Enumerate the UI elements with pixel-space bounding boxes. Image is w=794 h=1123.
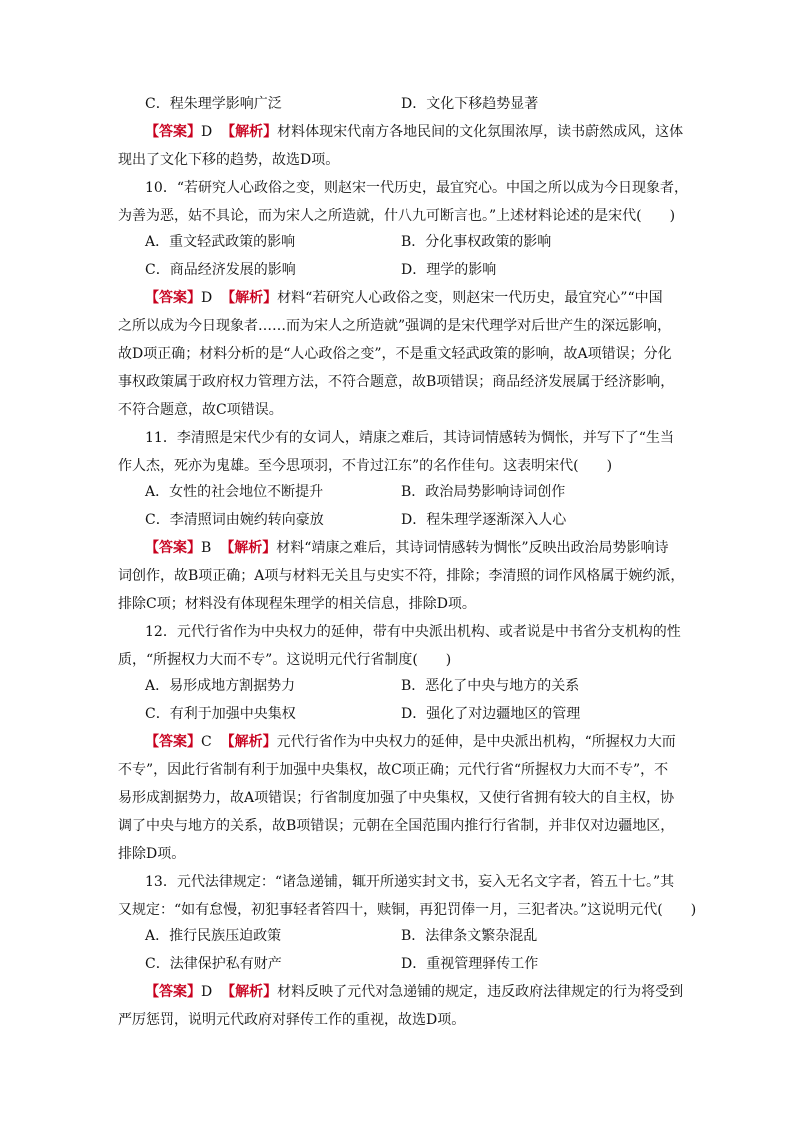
q12-solution-line: 不专”，因此行省制有利于加强中央集权，故C项正确；元代行省“所握权力大而不专”，不 [118, 762, 669, 778]
q13-answer-line [0, 980, 794, 1004]
q11-option-d: D．程朱理学逐渐深入人心 [401, 512, 567, 528]
q12-option-b: B．恶化了中央与地方的关系 [401, 678, 580, 694]
solution-text: 材料体现宋代南方各地民间的文化氛围浓厚，读书蔚然成风，这体 [277, 124, 684, 140]
q12-stem-line: 12．元代行省作为中央权力的延伸，带有中央派出机构、或者说是中书省分支机构的性 [145, 624, 681, 640]
q11-option-b: B．政治局势影响诗词创作 [401, 484, 566, 500]
answer-letter: C [201, 734, 212, 750]
solution-text: 材料“若研究人心政俗之变，则赵宋一代历史，最宜究心”“中国 [277, 290, 663, 306]
answer-letter: D [201, 124, 213, 140]
q10-option-c: C．商品经济发展的影响 [145, 262, 296, 278]
q10-stem-line: 为善为恶，姑不具论，而为宋人之所造就，什八九可断言也。”上述材料论述的是宋代( ) [118, 208, 676, 224]
q10-option-a: A．重文轻武政策的影响 [145, 234, 296, 250]
q10-solution-line: 事权政策属于政府权力管理方法，不符合题意，故B项错误；商品经济发展属于经济影响， [118, 374, 675, 390]
q13-option-b: B．法律条文繁杂混乱 [401, 928, 538, 944]
q11-option-a: A．女性的社会地位不断提升 [145, 484, 324, 500]
q12-solution-line: 调了中央与地方的关系，故B项错误；元朝在全国范围内推行行省制，并非仅对边疆地区， [118, 818, 675, 834]
answer-label: 【答案】 [145, 734, 201, 750]
q12-solution-line: 易形成割据势力，故A项错误；行省制度加强了中央集权，又使行省拥有较大的自主权，协 [118, 790, 675, 806]
q12-option-d: D．强化了对边疆地区的管理 [401, 706, 581, 722]
q10-option-d: D．理学的影响 [401, 262, 497, 278]
q11-option-c: C．李清照词由婉约转向豪放 [145, 512, 324, 528]
q11-solution-line: 词创作，故B项正确；A项与材料无关且与史实不符，排除；李清照的词作风格属于婉约派， [118, 568, 685, 584]
solution-label: 【解析】 [220, 734, 277, 750]
q10-solution-line: 之所以成为今日现象者……而为宋人之所造就”强调的是宋代理学对后世产生的深远影响， [118, 318, 672, 334]
answer-letter: D [201, 984, 213, 1000]
q13-option-c: C．法律保护私有财产 [145, 956, 282, 972]
q12-option-a: A．易形成地方割据势力 [145, 678, 296, 694]
q13-solution-line: 严厉惩罚，说明元代政府对驿传工作的重视，故选D项。 [118, 1012, 466, 1028]
q9-option-d: D．文化下移趋势显著 [401, 96, 539, 112]
q13-option-d: D．重视管理驿传工作 [401, 956, 539, 972]
q11-answer-line [0, 536, 794, 560]
solution-text: 材料反映了元代对急递铺的规定，违反政府法律规定的行为将受到 [277, 984, 684, 1000]
solution-label: 【解析】 [221, 290, 278, 306]
q9-solution-line: 现出了文化下移的趋势，故选D项。 [118, 152, 340, 168]
q10-answer-line [0, 286, 794, 310]
answer-label: 【答案】 [145, 290, 201, 306]
q11-stem-line: 作人杰，死亦为鬼雄。至今思项羽，不肯过江东”的名作佳句。这表明宋代( ) [118, 458, 613, 474]
q11-stem-line: 11．李清照是宋代少有的女词人，靖康之难后，其诗词情感转为惆怅，并写下了“生当 [145, 430, 674, 446]
q12-answer-line [0, 730, 794, 754]
q10-stem-line: 10．“若研究人心政俗之变，则赵宋一代历史，最宜究心。中国之所以成为今日现象者， [145, 180, 688, 196]
answer-label: 【答案】 [145, 984, 201, 1000]
q9-answer-line [0, 120, 794, 144]
answer-label: 【答案】 [145, 540, 201, 556]
q10-solution-line: 不符合题意，故C项错误。 [118, 402, 283, 418]
answer-letter: D [201, 290, 213, 306]
q13-option-a: A．推行民族压迫政策 [145, 928, 282, 944]
solution-label: 【解析】 [221, 124, 278, 140]
solution-text: 材料“靖康之难后，其诗词情感转为惆怅”反映出政治局势影响诗 [276, 540, 669, 556]
q13-stem-line: 13．元代法律规定：“诸急递铺，辄开所递实封文书，妄入无名文字者，笞五十七。”其 [145, 874, 675, 890]
answer-label: 【答案】 [145, 124, 201, 140]
q10-option-b: B．分化事权政策的影响 [401, 234, 552, 250]
q13-stem-line: 又规定：“如有怠慢，初犯事轻者笞四十，赎铜，再犯罚俸一月，三犯者决。”这说明元代( ) [118, 902, 697, 918]
q12-option-c: C．有利于加强中央集权 [145, 706, 296, 722]
solution-text: 元代行省作为中央权力的延伸，是中央派出机构，“所握权力大而 [276, 734, 676, 750]
q11-solution-line: 排除C项；材料没有体现程朱理学的相关信息，排除D项。 [118, 596, 476, 612]
q12-solution-line: 排除D项。 [118, 846, 186, 862]
q10-solution-line: 故D项正确；材料分析的是“人心政俗之变”，不是重文轻武政策的影响，故A项错误；分化 [118, 346, 672, 362]
solution-label: 【解析】 [221, 984, 278, 1000]
solution-label: 【解析】 [220, 540, 277, 556]
q12-stem-line: 质，“所握权力大而不专”。这说明元代行省制度( ) [118, 652, 452, 668]
answer-letter: B [201, 540, 212, 556]
q9-option-c: C．程朱理学影响广泛 [145, 96, 282, 112]
